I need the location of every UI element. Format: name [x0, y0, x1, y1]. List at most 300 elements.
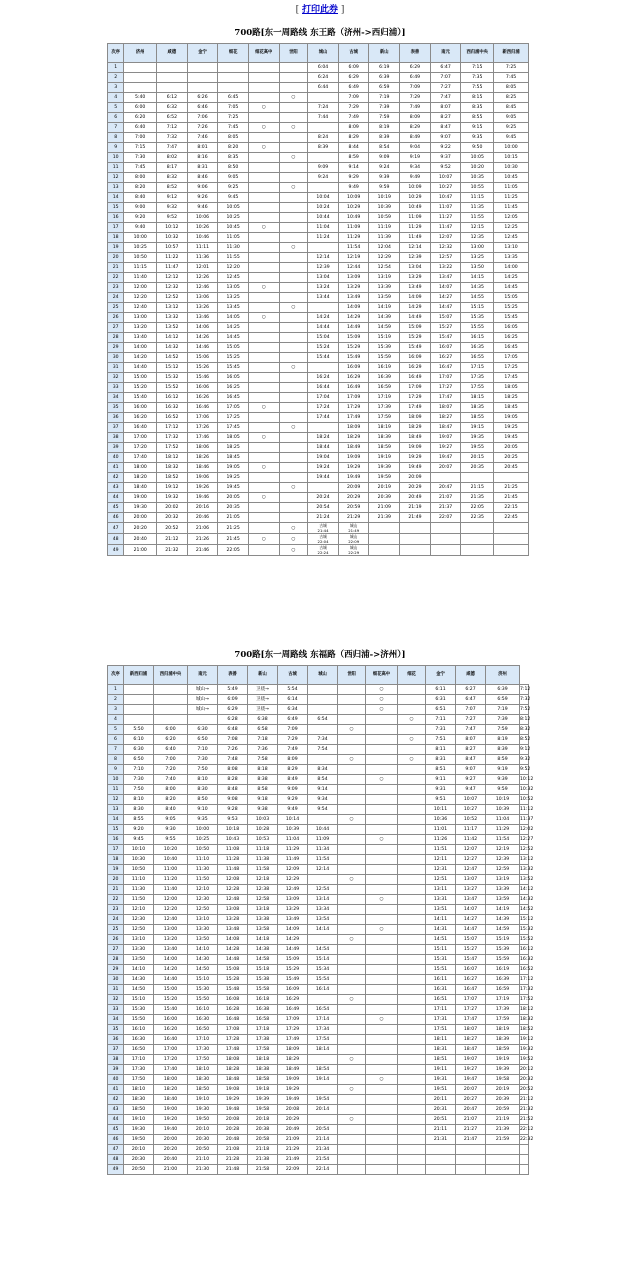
time-cell: 8:40 [124, 193, 157, 203]
time-cell: 16:39 [369, 373, 400, 383]
time-cell: 7:08 [218, 735, 248, 745]
time-cell: 9:54 [308, 805, 338, 815]
time-cell: 14:47 [456, 925, 486, 935]
row-number: 41 [108, 463, 124, 473]
time-cell: 13:26 [187, 303, 218, 313]
time-cell: ○ [338, 815, 366, 825]
time-cell: 13:34 [308, 905, 338, 915]
time-cell: 22:12 [520, 1125, 529, 1135]
time-cell: 19:15 [461, 423, 494, 433]
time-cell: 13:28 [218, 915, 248, 925]
time-cell: 17:19 [486, 995, 520, 1005]
time-cell: 7:10 [188, 745, 218, 755]
time-cell [398, 945, 426, 955]
time-cell: 17:29 [338, 403, 369, 413]
stop-name: 城山 [349, 545, 358, 550]
time-cell: 6:04 [308, 63, 339, 73]
time-cell: 16:49 [338, 383, 369, 393]
time-cell [366, 815, 398, 825]
time-cell: 13:51 [426, 905, 456, 915]
time-cell: 21:49 [400, 513, 431, 523]
time-cell: 19:39 [369, 463, 400, 473]
time-cell [369, 523, 400, 534]
time-cell: 6:11 [426, 685, 456, 695]
table-row [108, 935, 529, 945]
time-cell: 11:26 [426, 835, 456, 845]
time-cell: 11:39 [369, 233, 400, 243]
table-row [108, 815, 529, 825]
time-cell: 19:25 [218, 473, 249, 483]
time-cell [338, 765, 366, 775]
time-cell: 17:05 [494, 353, 529, 363]
time-cell: 13:04 [400, 263, 431, 273]
time-cell: 20:31 [426, 1105, 456, 1115]
time-cell: 18:05 [494, 383, 529, 393]
time-cell: 22:14 [308, 1165, 338, 1175]
time-cell [494, 523, 529, 534]
time-cell: 7:20 [154, 765, 188, 775]
time-cell: 14:26 [187, 333, 218, 343]
time-cell: 15:00 [124, 373, 157, 383]
time-cell: 12:27 [456, 855, 486, 865]
time-cell [308, 725, 338, 735]
time-cell [338, 925, 366, 935]
row-number: 28 [108, 333, 124, 343]
time-cell: 8:55 [461, 113, 494, 123]
time-cell [338, 534, 369, 545]
time-cell: 16:27 [456, 975, 486, 985]
time-cell: 17:49 [400, 403, 431, 413]
table-row [108, 855, 529, 865]
time-cell [338, 1075, 366, 1085]
time-cell: 19:12 [520, 1035, 529, 1045]
table-row [108, 1045, 529, 1055]
time-cell [248, 363, 279, 373]
time-cell: 20:12 [520, 1065, 529, 1075]
time-cell: 19:45 [218, 483, 249, 493]
time-cell: 11:49 [278, 855, 308, 865]
time-cell: 19:50 [188, 1115, 218, 1125]
time-cell: 8:25 [494, 93, 529, 103]
time-cell: 19:10 [124, 1115, 154, 1125]
column-header: 新西归浦 [494, 44, 529, 63]
time-cell: 20:07 [430, 463, 461, 473]
row-number: 17 [108, 223, 124, 233]
time-cell: 16:20 [154, 1025, 188, 1035]
time-cell: 10:04 [308, 193, 339, 203]
row-number: 4 [108, 93, 124, 103]
time-cell: 6:27 [456, 685, 486, 695]
table-row [108, 825, 529, 835]
time-cell: 21:19 [486, 1115, 520, 1125]
time-cell: 20:59 [338, 503, 369, 513]
time-cell: ○ [338, 935, 366, 945]
time-cell: 卫绕→ [248, 705, 278, 715]
time-cell: 14:49 [278, 945, 308, 955]
time-cell: 15:11 [426, 945, 456, 955]
time-cell: 8:34 [308, 765, 338, 775]
time-cell: 20:49 [400, 493, 431, 503]
time-cell [248, 163, 279, 173]
table-row [108, 695, 529, 705]
time-cell [398, 845, 426, 855]
time-cell: 15:55 [461, 323, 494, 333]
time-cell [248, 483, 279, 493]
time-cell: 17:00 [154, 1045, 188, 1055]
time-cell [248, 263, 279, 273]
time-cell: 21:35 [461, 493, 494, 503]
time-cell: 14:15 [461, 273, 494, 283]
time-cell: 6:29 [400, 63, 431, 73]
time-cell: 12:38 [248, 885, 278, 895]
time-cell: 10:30 [124, 855, 154, 865]
time-cell: 17:45 [218, 423, 249, 433]
time-cell: 22:45 [494, 513, 529, 523]
time-cell: ○ [279, 363, 308, 373]
time-cell: 18:27 [456, 1035, 486, 1045]
column-header: 南元 [430, 44, 461, 63]
time-cell [248, 183, 279, 193]
time-cell [154, 695, 188, 705]
row-number: 41 [108, 1085, 124, 1095]
time-cell: 10:19 [369, 193, 400, 203]
time-cell: 13:52 [520, 875, 529, 885]
time-cell: 17:49 [278, 1035, 308, 1045]
time-cell: 21:05 [218, 513, 249, 523]
table-row [108, 745, 529, 755]
time-cell [398, 745, 426, 755]
time-cell: 10:49 [400, 203, 431, 213]
time-cell [366, 1165, 398, 1175]
time-cell [366, 945, 398, 955]
time-cell: 8:12 [520, 715, 529, 725]
time-cell: 12:40 [154, 915, 188, 925]
time-cell: 11:40 [124, 273, 157, 283]
time-cell: 20:25 [494, 453, 529, 463]
time-cell: 9:11 [426, 775, 456, 785]
time-cell [366, 1005, 398, 1015]
time-cell: 6:45 [218, 93, 249, 103]
time-cell [248, 323, 279, 333]
time-cell: 11:54 [338, 243, 369, 253]
time-cell: 9:32 [157, 203, 188, 213]
time-cell: 17:55 [461, 383, 494, 393]
time-cell [398, 895, 426, 905]
time-cell: 8:27 [456, 745, 486, 755]
time-cell: 7:55 [461, 83, 494, 93]
column-header: 细花 [218, 44, 249, 63]
row-number: 33 [108, 383, 124, 393]
time-cell [248, 453, 279, 463]
time-cell: 12:57 [430, 253, 461, 263]
time-cell [366, 905, 398, 915]
time-cell: 17:44 [308, 413, 339, 423]
time-cell: 12:52 [157, 293, 188, 303]
time-cell: 13:06 [187, 293, 218, 303]
time-cell: 17:09 [278, 1015, 308, 1025]
time-cell [248, 203, 279, 213]
row-number: 30 [108, 975, 124, 985]
time-cell: 11:10 [124, 875, 154, 885]
time-cell: 7:00 [124, 133, 157, 143]
time-cell: 11:28 [218, 855, 248, 865]
time-cell: 5:50 [124, 725, 154, 735]
time-cell [366, 755, 398, 765]
time-cell [308, 483, 339, 493]
time-cell: 17:58 [248, 1045, 278, 1055]
time-cell: 19:07 [456, 1055, 486, 1065]
time-cell: 19:07 [430, 433, 461, 443]
time-cell: 10:07 [430, 173, 461, 183]
time-cell: 15:35 [461, 313, 494, 323]
time-cell: 12:47 [456, 865, 486, 875]
time-cell: 8:29 [278, 765, 308, 775]
time-cell: 21:34 [308, 1145, 338, 1155]
time-cell: 11:55 [461, 213, 494, 223]
time-cell: 7:45 [218, 123, 249, 133]
time-cell: 8:24 [308, 133, 339, 143]
time-cell: 6:24 [308, 73, 339, 83]
time-cell [398, 965, 426, 975]
time-cell: 17:09 [400, 383, 431, 393]
time-cell: 10:52 [456, 815, 486, 825]
print-link[interactable]: 打印此券 [301, 5, 338, 15]
table-row [108, 835, 529, 845]
time-cell: 卫绕→ [248, 685, 278, 695]
time-cell: 14:38 [248, 945, 278, 955]
time-cell: 8:59 [486, 755, 520, 765]
time-cell: 17:27 [430, 383, 461, 393]
time-cell: 17:38 [248, 1035, 278, 1045]
time-cell [248, 83, 279, 93]
time-cell [248, 523, 279, 534]
time-cell: 9:52 [520, 765, 529, 775]
time-cell: 6:30 [124, 745, 154, 755]
time-cell: 6:14 [278, 695, 308, 705]
time-cell: 15:32 [157, 373, 188, 383]
time-cell [248, 63, 279, 73]
time-cell: 6:50 [188, 735, 218, 745]
time-cell: 11:30 [218, 243, 249, 253]
time-cell: 8:54 [369, 143, 400, 153]
time-cell: 20:54 [308, 503, 339, 513]
table-row [108, 1095, 529, 1105]
time-cell [430, 534, 461, 545]
time-cell [338, 695, 366, 705]
time-cell [279, 143, 308, 153]
time-cell: 10:20 [461, 163, 494, 173]
time-cell: 16:46 [187, 403, 218, 413]
time-cell: 9:49 [400, 173, 431, 183]
time-cell: 19:20 [154, 1115, 188, 1125]
time-cell: 15:26 [187, 363, 218, 373]
time-cell: 18:52 [157, 473, 188, 483]
table-row [108, 755, 529, 765]
time-cell [279, 353, 308, 363]
table-row [108, 915, 529, 925]
time-cell: ○ [248, 223, 279, 233]
time-cell: 16:12 [157, 393, 188, 403]
table-row [108, 383, 529, 393]
time-cell: 18:29 [400, 423, 431, 433]
time-cell: 16:14 [308, 985, 338, 995]
table-row [108, 513, 529, 523]
time-cell [398, 995, 426, 1005]
table-row [108, 83, 529, 93]
stop-name: 城山 [349, 534, 358, 539]
time-cell: 15:10 [124, 995, 154, 1005]
time-cell: 21:30 [188, 1165, 218, 1175]
time-cell [279, 73, 308, 83]
time-cell [366, 715, 398, 725]
row-number: 46 [108, 1135, 124, 1145]
time-cell: 19:10 [188, 1095, 218, 1105]
time-cell [398, 855, 426, 865]
time-cell: 15:08 [218, 965, 248, 975]
time-cell: 20:40 [124, 534, 157, 545]
time-cell: 城山→ [188, 695, 218, 705]
time-cell: 9:27 [456, 775, 486, 785]
stop-time: 21:44 [317, 528, 329, 533]
time-cell: 8:20 [218, 143, 249, 153]
time-cell: 19:29 [338, 463, 369, 473]
time-cell: 9:45 [218, 193, 249, 203]
time-cell: 17:28 [218, 1035, 248, 1045]
time-cell: ○ [338, 1085, 366, 1095]
column-header: 细花 [398, 666, 426, 685]
time-cell [248, 243, 279, 253]
column-header: 金宁 [187, 44, 218, 63]
row-number: 48 [108, 534, 124, 545]
time-cell: 15:20 [154, 995, 188, 1005]
time-cell: 13:58 [248, 925, 278, 935]
time-cell: 17:12 [157, 423, 188, 433]
time-cell: 10:27 [430, 183, 461, 193]
time-cell: ○ [279, 483, 308, 493]
time-cell: 11:50 [124, 895, 154, 905]
time-cell: 21:37 [430, 503, 461, 513]
table-row [108, 715, 529, 725]
time-cell: 15:47 [430, 333, 461, 343]
time-cell: 19:05 [218, 463, 249, 473]
time-cell: 8:31 [187, 163, 218, 173]
time-cell: 14:25 [494, 273, 529, 283]
time-cell: 9:28 [218, 805, 248, 815]
time-cell [398, 775, 426, 785]
time-cell: 18:05 [218, 433, 249, 443]
time-cell: ○ [248, 313, 279, 323]
time-cell: ○ [366, 775, 398, 785]
time-cell: 16:30 [124, 1035, 154, 1045]
time-cell: 7:44 [308, 113, 339, 123]
time-cell: 17:47 [430, 393, 461, 403]
time-cell [398, 935, 426, 945]
time-cell: 17:12 [520, 975, 529, 985]
time-cell: 9:10 [188, 805, 218, 815]
time-cell [338, 1065, 366, 1075]
row-number: 17 [108, 845, 124, 855]
time-cell: 19:31 [426, 1075, 456, 1085]
time-cell: 13:45 [218, 303, 249, 313]
time-cell: 7:32 [520, 695, 529, 705]
time-cell: 16:07 [456, 965, 486, 975]
time-cell [248, 513, 279, 523]
time-cell: 17:59 [369, 413, 400, 423]
time-cell [398, 1145, 426, 1155]
time-cell: 10:06 [187, 213, 218, 223]
time-cell [248, 383, 279, 393]
time-cell [308, 523, 339, 534]
time-cell: 16:47 [456, 985, 486, 995]
time-cell: 8:39 [369, 133, 400, 143]
time-cell: ○ [366, 1075, 398, 1085]
time-cell: 15:05 [218, 343, 249, 353]
time-cell: 8:17 [157, 163, 188, 173]
time-cell: 19:39 [248, 1095, 278, 1105]
row-number: 2 [108, 73, 124, 83]
time-cell [338, 1045, 366, 1055]
time-cell: 8:39 [308, 143, 339, 153]
time-cell: 12:50 [124, 925, 154, 935]
time-cell [338, 955, 366, 965]
time-cell: 16:29 [278, 995, 308, 1005]
time-cell: 21:12 [157, 534, 188, 545]
time-cell: 17:18 [248, 1025, 278, 1035]
time-cell: 17:29 [278, 1025, 308, 1035]
time-cell: 10:25 [188, 835, 218, 845]
time-cell: 17:39 [486, 1005, 520, 1015]
time-cell: 13:48 [218, 925, 248, 935]
time-cell: 13:59 [486, 895, 520, 905]
time-cell: 21:07 [456, 1115, 486, 1125]
table-row [108, 333, 529, 343]
time-cell [398, 985, 426, 995]
time-cell: 城山→ [188, 705, 218, 715]
time-cell: 19:49 [400, 463, 431, 473]
time-cell: 11:29 [278, 845, 308, 855]
time-cell: 8:05 [494, 83, 529, 93]
time-cell: 7:07 [430, 73, 461, 83]
time-cell: 12:09 [278, 865, 308, 875]
time-cell: 21:49 [278, 1155, 308, 1165]
table-row [108, 393, 529, 403]
time-cell: 20:15 [461, 453, 494, 463]
print-bar [0, 2, 640, 15]
header-row [108, 44, 529, 63]
time-cell: 21:58 [248, 1165, 278, 1175]
time-cell: 16:58 [248, 1015, 278, 1025]
time-cell: 14:29 [400, 303, 431, 313]
time-cell: 15:32 [520, 925, 529, 935]
time-cell: 12:39 [308, 263, 339, 273]
table-row [108, 73, 529, 83]
column-header: 表善 [400, 44, 431, 63]
time-cell: 19:09 [400, 443, 431, 453]
time-cell: 18:32 [520, 1015, 529, 1025]
row-number: 44 [108, 1115, 124, 1125]
time-cell: 17:51 [426, 1025, 456, 1035]
time-cell: 10:57 [157, 243, 188, 253]
time-cell: 6:00 [124, 103, 157, 113]
time-cell: 16:18 [248, 995, 278, 1005]
time-cell: 9:14 [308, 785, 338, 795]
time-cell: 16:40 [154, 1035, 188, 1045]
column-header: 咸德 [157, 44, 188, 63]
time-cell: 14:14 [308, 925, 338, 935]
time-cell: 19:58 [486, 1075, 520, 1085]
time-cell: 16:27 [430, 353, 461, 363]
time-cell: 13:27 [456, 885, 486, 895]
